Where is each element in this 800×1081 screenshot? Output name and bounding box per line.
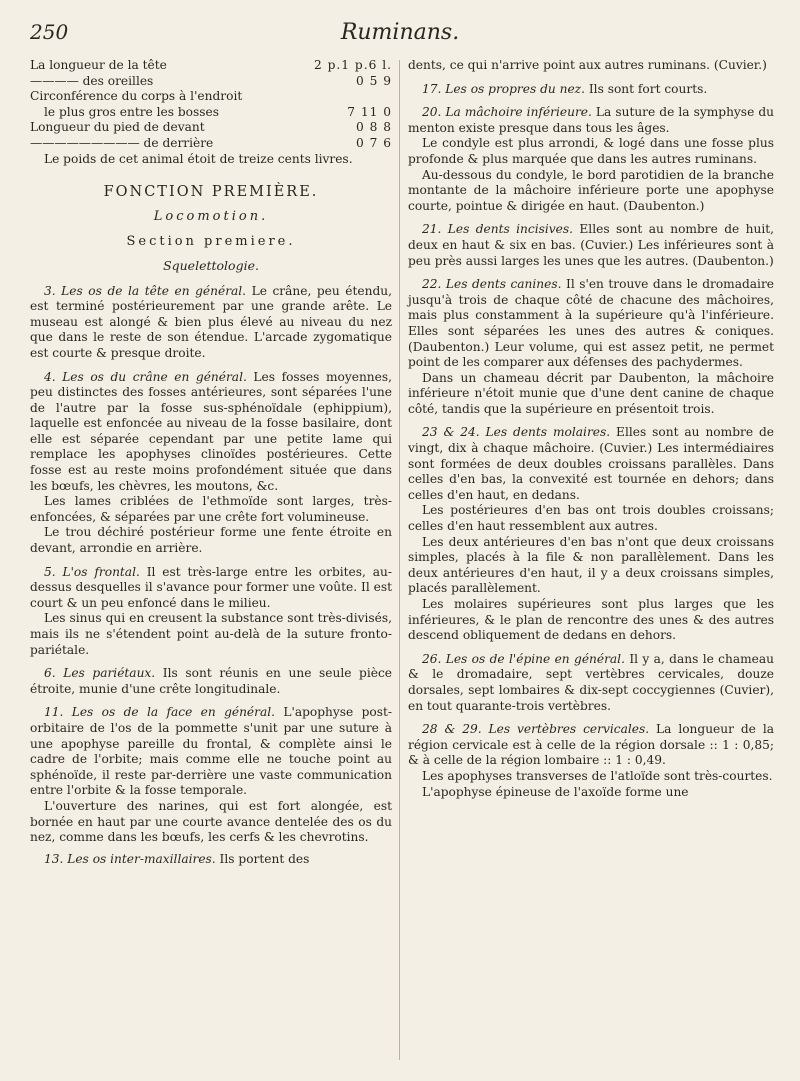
paragraph-term: 28 & 29. Les vertèbres cervicales. bbox=[422, 722, 650, 737]
paragraph-text: Ils portent des bbox=[215, 851, 310, 866]
measure-row bbox=[30, 120, 392, 136]
measure-row bbox=[30, 136, 392, 152]
paragraph-5b: Les sinus qui en creusent la substance sont très-divisés, mais ils ne s'étendent point au-delà de la suture fronto-pariétale. bbox=[30, 611, 392, 657]
running-head: Ruminans. bbox=[340, 20, 460, 45]
paragraph-17 bbox=[408, 82, 774, 98]
measure-value: 0 5 9 bbox=[355, 73, 392, 88]
measure-row bbox=[30, 89, 392, 105]
paragraph-text: Il est très-large entre les orbites, au-dessus desquelles il s'avance pour former une voûte. Il est court & un peu enfoncé dans le milieu. bbox=[30, 564, 392, 610]
paragraph-text: La longueur de la région cervicale est à celle de la région dorsale :: 1 : 0,85; & à celle de la région lombaire :: 1 : 0,49. bbox=[408, 722, 774, 768]
page-header bbox=[30, 20, 770, 52]
paragraph-term: 4. Les os du crâne en général. bbox=[44, 369, 247, 384]
paragraph-term: 13. Les os inter-maxillaires. bbox=[44, 851, 216, 866]
paragraph-5 bbox=[30, 565, 392, 612]
paragraph-28 bbox=[408, 722, 774, 769]
paragraph-28b: Les apophyses transverses de l'atloïde sont très-courtes. bbox=[422, 768, 773, 783]
paragraph-23d: Les molaires supérieures sont plus larges que les inférieures, & le plan de rencontre des unes & des autres descend obliquement de dedans en dehors. bbox=[408, 597, 774, 643]
measure-value: 7 11 0 bbox=[347, 104, 392, 119]
paragraph-11 bbox=[30, 705, 392, 799]
paragraph-text: Elles sont au nombre de vingt, dix à chaque mâchoire. (Cuvier.) Les intermédiaires sont formées de deux doubles croissans parallèles. Dans celles d'en bas, la convexité est tournée en dehors; dans celles d'en haut, en dedans. bbox=[408, 425, 774, 502]
paragraph-26 bbox=[408, 652, 774, 714]
paragraph-text: La suture de la symphyse du menton existe presque dans tous les âges. bbox=[408, 105, 774, 135]
paragraph-term: 26. Les os de l'épine en général. bbox=[422, 651, 625, 666]
paragraph-23b: Les postérieures d'en bas ont trois doubles croissans; celles d'en haut ressemblent aux autres. bbox=[408, 503, 774, 534]
section-title: Section premiere. bbox=[126, 234, 296, 250]
paragraph-text: Il y a, dans le chameau & le dromadaire, sept vertèbres cervicales, douze dorsales, sept lombaires & dix-sept coccygiennes (Cuvier), en tout quarante-trois vertèbres. bbox=[408, 651, 774, 713]
measure-label: ———— des oreilles bbox=[30, 73, 154, 88]
paragraph-term: 23 & 24. Les dents molaires. bbox=[422, 425, 611, 440]
paragraph-text: Ils sont fort courts. bbox=[584, 81, 708, 96]
paragraph-6 bbox=[30, 666, 392, 697]
paragraph-22b: Dans un chameau décrit par Daubenton, la mâchoire inférieure n'étoit munie que d'une dent canine de chaque côté, tandis que la supérieure en présentoit trois. bbox=[408, 370, 774, 416]
paragraph-term: 21. Les dents incisives. bbox=[422, 222, 574, 237]
paragraph-20 bbox=[408, 105, 774, 136]
measure-label: ————————— de derrière bbox=[30, 135, 214, 150]
paragraph-term: 6. Les pariétaux. bbox=[44, 666, 156, 681]
paragraph-term: 5. L'os frontal. bbox=[44, 564, 140, 579]
function-title: FONCTION PREMIÈRE. bbox=[103, 184, 319, 201]
paragraph-13 bbox=[30, 852, 392, 868]
locomotion-title: Locomotion. bbox=[153, 208, 269, 224]
paragraph-11b: L'ouverture des narines, qui est fort alongée, est bornée en haut par une courte avance dentelée des os du nez, comme dans les bœufs, les cerfs & les chevrotins. bbox=[30, 798, 392, 845]
paragraph-28c: L'apophyse épineuse de l'axoïde forme une bbox=[422, 784, 689, 799]
weight-note: Le poids de cet animal étoit de treize cents livres. bbox=[44, 151, 353, 166]
paragraph-term: 17. Les os propres du nez. bbox=[422, 81, 585, 96]
paragraph-4b: Les lames criblées de l'ethmoïde sont larges, très-enfoncées, & séparées par une crête fort volumineuse. bbox=[30, 494, 392, 524]
paragraph-text: L'apophyse post-orbitaire de l'os de la pommette s'unit par une suture à une apophyse pareille du frontal, & complète ainsi le cadre de l'orbite; mais comme elle ne touche point au sphénoïde, il reste par-derrière une vaste communication entre l'orbite & la fosse temporale. bbox=[30, 705, 392, 798]
paragraph-4c: Le trou déchiré postérieur forme une fente étroite en devant, arrondie en arrière. bbox=[30, 525, 392, 556]
measure-label: Circonférence du corps à l'endroit bbox=[30, 89, 243, 104]
measure-value: 2 p.1 p.6 l. bbox=[313, 58, 392, 72]
paragraph-term: 20. La mâchoire inférieure. bbox=[422, 105, 592, 120]
paragraph-text: Elles sont au nombre de huit, deux en haut & six en bas. (Cuvier.) Les inférieures sont à peu près aussi larges les unes que les autres. (Daubenton.) bbox=[408, 222, 774, 268]
paragraph-13-continued: dents, ce qui n'arrive point aux autres ruminans. (Cuvier.) bbox=[408, 58, 767, 72]
paragraph-text: Les fosses moyennes, peu distinctes des fosses antérieures, sont séparées l'une de l'autre par la fosse sus-sphénoïdale (ephippium), laquelle est enfoncée au niveau de la fosse basilaire, dont elle est séparée cependant par une petite lame qui remplace les apophyses clinoïdes postérieures. Cette fosse est au reste moins profondément située que dans les bœufs, les chèvres, les moutons, &c. bbox=[30, 369, 392, 493]
left-column bbox=[30, 58, 392, 867]
measure-value bbox=[312, 89, 392, 105]
paragraph-23 bbox=[408, 425, 774, 503]
paragraph-22 bbox=[408, 277, 774, 371]
measurements-table bbox=[30, 58, 392, 152]
paragraph-term: 22. Les dents canines. bbox=[422, 277, 562, 292]
measure-label: Longueur du pied de devant bbox=[30, 120, 205, 135]
measure-label: le plus gros entre les bosses bbox=[44, 104, 219, 119]
paragraph-20b: Le condyle est plus arrondi, & logé dans une fosse plus profonde & plus marquée que dans les autres ruminans. bbox=[408, 136, 774, 166]
paragraph-23c: Les deux antérieures d'en bas n'ont que deux croissans simples, placés à la file & non parallèlement. Dans les deux antérieures d'en haut, il y a deux croissans simples, placés parallèlement. bbox=[408, 534, 774, 596]
paragraph-text: Il s'en trouve dans le dromadaire jusqu'à trois de chaque côté de chacune des mâchoires, mais plus constamment à la supérieure qu'à l'inférieure. Elles sont séparées les unes des autres & coniques. (Daubenton.) Leur volume, qui est assez petit, ne permet point de les comparer aux défenses des pachydermes. bbox=[408, 277, 774, 370]
paragraph-text: Le crâne, peu étendu, est terminé postérieurement par une grande arête. Le museau est alongé & bien plus élevé au niveau du nez que dans le reste de son étendue. L'arcade zygomatique est courte & presque droite. bbox=[30, 283, 392, 360]
measure-row bbox=[30, 58, 392, 74]
measure-row bbox=[30, 105, 392, 121]
paragraph-term: 3. Les os de la tête en général. bbox=[44, 283, 247, 298]
paragraph-3 bbox=[30, 284, 392, 362]
paragraph-term: 11. Les os de la face en général. bbox=[44, 705, 276, 720]
page-number: 250 bbox=[30, 20, 69, 44]
column-divider bbox=[399, 60, 400, 1060]
squelettologie-title: Squelettologie. bbox=[163, 257, 259, 273]
measure-value: 0 7 6 bbox=[355, 135, 392, 150]
paragraph-21 bbox=[408, 222, 774, 269]
paragraph-20c: Au-dessous du condyle, le bord parotidien de la branche montante de la mâchoire inférieure porte une apophyse courte, pointue & dirigée en haut. (Daubenton.) bbox=[408, 167, 774, 213]
right-column bbox=[408, 58, 774, 800]
paragraph-text: Ils sont réunis en une seule pièce étroite, munie d'une crête longitudinale. bbox=[30, 666, 393, 696]
paragraph-4 bbox=[30, 370, 392, 495]
measure-row bbox=[30, 74, 392, 90]
measure-label: La longueur de la tête bbox=[30, 58, 167, 72]
measure-value: 0 8 8 bbox=[355, 120, 392, 135]
